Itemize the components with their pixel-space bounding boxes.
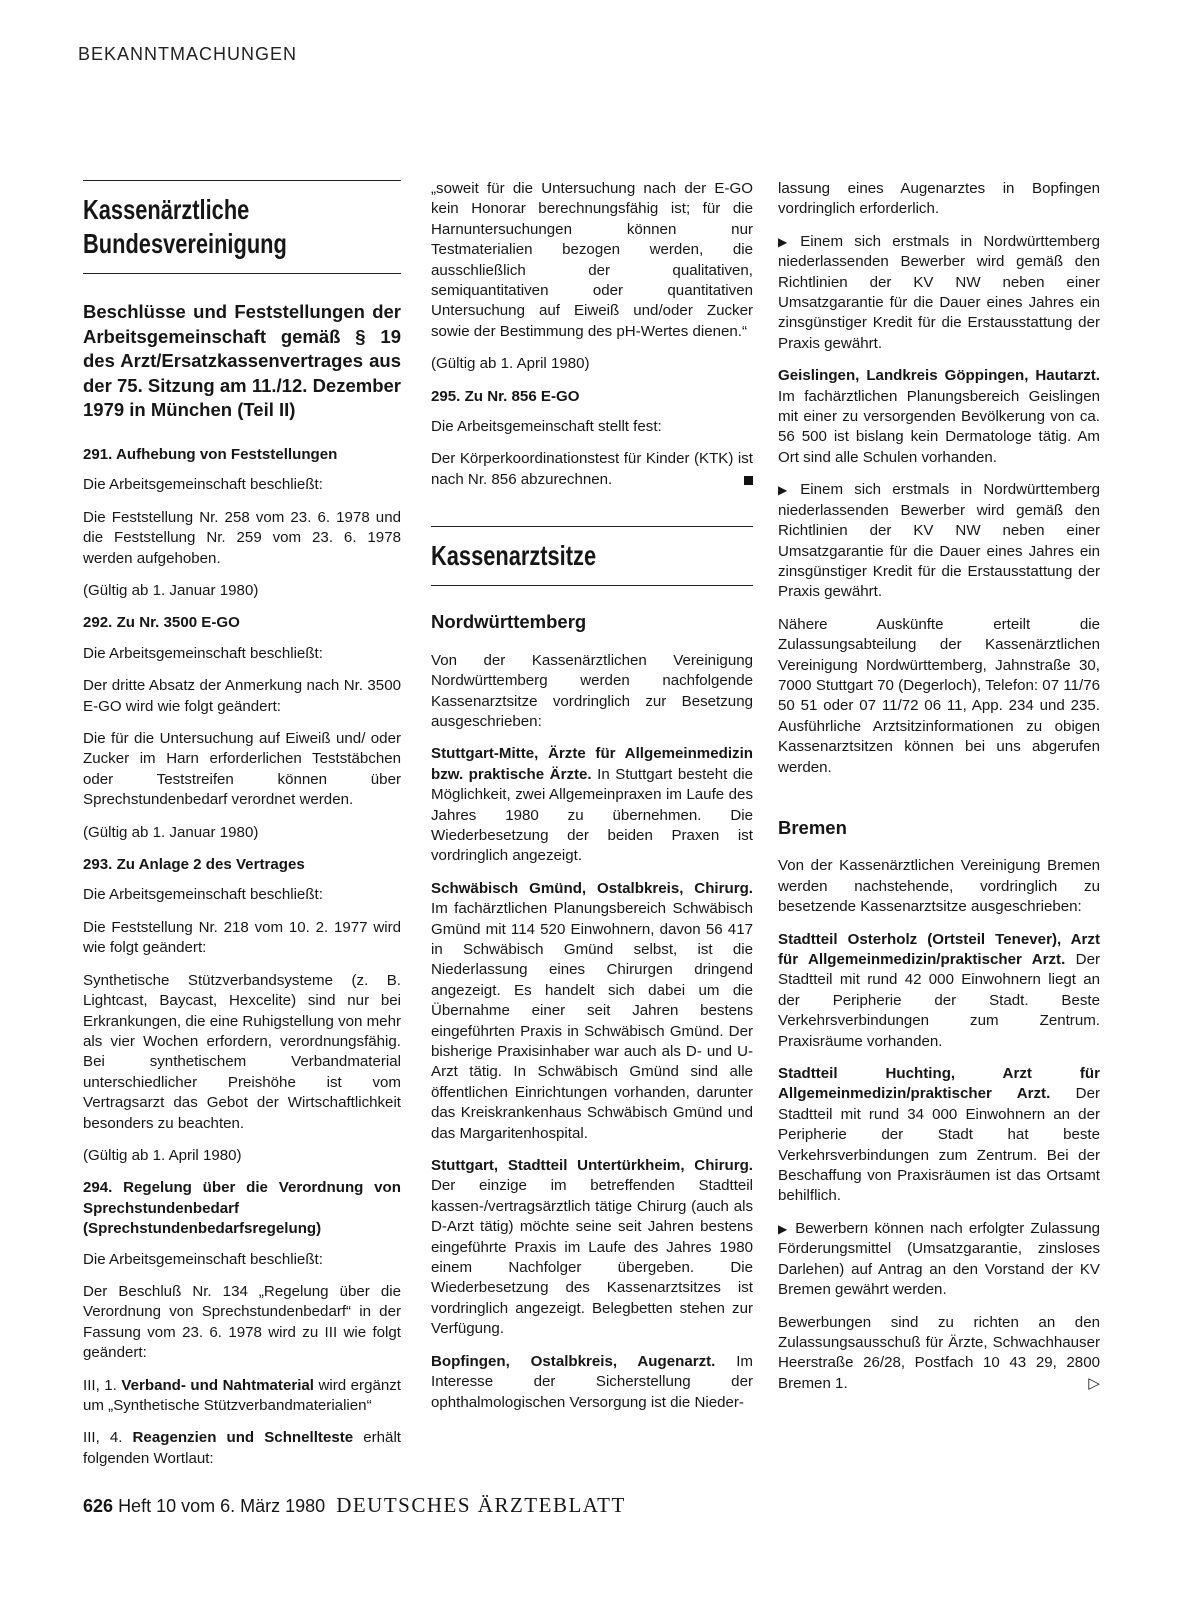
listing-text: Im fachärztlichen Planungsbereich Schwäbisch Gmünd mit 114 520 Einwohnern, davon 56 417 in Schwäbisch Gmünd selbst, ist die Niederlassung eines Chirurgen dringend angezeigt. Es handelt sich dabei um die Übernahme einer seit Jahren bestens eingeführten Praxis in Schwäbisch Gmünd. Der bisherige Praxisinhaber war auch als D- und U-Arzt tätig. In Schwäbisch Gmünd sind alle öffentlichen Einrichtungen vorhanden, darunter das Kreiskrankenhaus Schwäbisch Gmünd und das Margaritenhospital. bbox=[431, 900, 753, 1142]
section-292-heading: 292. Zu Nr. 3500 E-GO bbox=[83, 614, 240, 632]
listing bbox=[778, 1064, 1100, 1207]
section-294-heading: 294. Regelung über die Verordnung von Sprechstundenbedarf (Sprechstundenbedarfsregelung) bbox=[83, 1179, 401, 1238]
text: III, 1. bbox=[83, 1376, 122, 1394]
column-1 bbox=[83, 180, 401, 1481]
continued-arrow-icon: ▷ bbox=[1088, 1374, 1100, 1392]
bold-term: Reagenzien und Schnellteste bbox=[132, 1429, 354, 1447]
column-3 bbox=[778, 179, 1100, 1406]
listing-title: Schwäbisch Gmünd, Ostalbkreis, Chirurg. bbox=[431, 879, 753, 897]
listing-text: Der Stadtteil mit rund 34 000 Einwohnern an der Peripherie der Stadt hat beste Verkehrsverbindungen zum Zentrum. Bei der Beschaffung von Praxisräumen ist das Ortsamt behilflich. bbox=[778, 1085, 1100, 1205]
paragraph bbox=[778, 232, 1100, 354]
end-mark-icon bbox=[744, 476, 753, 485]
listing bbox=[431, 744, 753, 866]
paragraph bbox=[778, 1219, 1100, 1301]
paragraph: Die Arbeitsgemeinschaft beschließt: bbox=[83, 476, 323, 494]
listing-title: Geislingen, Landkreis Göppingen, Hautarzt. bbox=[778, 367, 1100, 385]
paragraph: Die Arbeitsgemeinschaft beschließt: bbox=[83, 886, 323, 904]
listing-text: Im Interesse der Sicherstellung der ophthalmologischen Versorgung ist die Nieder- bbox=[431, 1352, 753, 1411]
paragraph bbox=[431, 449, 753, 490]
listing-text: Der einzige im betreffenden Stadtteil kassen-/vertragsärztlich tätige Chirurg (auch als D-Arzt tätig) möchte seine seit Jahren bestens eingeführte Praxis im Laufe des Jahres 1980 einem Nachfolger übergeben. Die Wiederbesetzung des Kassenarztsitzes ist vordringlich angezeigt. Belegbetten stehen zur Verfügung. bbox=[431, 1177, 753, 1338]
section-293-heading: 293. Zu Anlage 2 des Vertrages bbox=[83, 856, 305, 874]
region-heading: Nordwürttemberg bbox=[431, 611, 587, 633]
paragraph: Die Arbeitsgemeinschaft beschließt: bbox=[83, 1250, 323, 1268]
listing bbox=[778, 366, 1100, 468]
listing bbox=[431, 1352, 753, 1413]
listing-title: Stadtteil Osterholz (Ortsteil Tenever), Arzt für Allgemeinmedizin/praktischer Arzt. bbox=[778, 930, 1100, 968]
listing bbox=[431, 1156, 753, 1340]
page-number: 626 bbox=[83, 1496, 114, 1516]
paragraph: Die Arbeitsgemeinschaft stellt fest: bbox=[431, 418, 662, 436]
section-295-heading: 295. Zu Nr. 856 E-GO bbox=[431, 387, 580, 405]
listing-title: Bopfingen, Ostalbkreis, Augenarzt. bbox=[431, 1352, 716, 1370]
paragraph: Nähere Auskünfte erteilt die Zulassungsabteilung der Kassenärztlichen Vereinigung Nordwürttemberg, Jahnstraße 30, 7000 Stuttgart 70 (Degerloch), Telefon: 07 11/76 50 51 oder 07 11/72 06 11, App. 234 und 235. Ausführliche Arztsitzinformationen zu obigen Kassenarztsitzen können bei uns abgerufen werden. bbox=[778, 615, 1100, 776]
listing-text: Im fachärztlichen Planungsbereich Geislingen mit einer zu versorgenden Bevölkerung von ca. 56 500 ist bislang kein Dermatologe tätig. Am Ort sind alle Schulen vorhanden. bbox=[778, 387, 1100, 466]
text: Einem sich erstmals in Nordwürttemberg niederlassenden Bewerber wird gemäß den Richtlinien der KV NW neben einer Umsatzgarantie für die Dauer eines Jahres ein zinsgünstiger Kredit für die Erstausstattung der Praxis gewährt. bbox=[778, 232, 1100, 352]
paragraph: (Gültig ab 1. Januar 1980) bbox=[83, 582, 259, 599]
text: III, 4. bbox=[83, 1429, 133, 1447]
paragraph: Der dritte Absatz der Anmerkung nach Nr. 3500 E-GO wird wie folgt geändert: bbox=[83, 677, 401, 715]
paragraph: (Gültig ab 1. April 1980) bbox=[83, 1146, 242, 1164]
text: Bewerbungen sind zu richten an den Zulassungsausschuß für Ärzte, Schwachhauser Heerstraße 26/28, Postfach 10 43 29, 2800 Bremen 1. bbox=[778, 1313, 1100, 1392]
paragraph: Von der Kassenärztlichen Vereinigung Bremen werden nachstehende, vordringlich zu besetzende Kassenarztsitze ausgeschrieben: bbox=[778, 857, 1100, 916]
listing-title: Stuttgart-Mitte, Ärzte für Allgemeinmedizin bzw. praktische Ärzte. bbox=[431, 745, 753, 783]
paragraph bbox=[778, 1313, 1100, 1395]
paragraph bbox=[83, 1376, 401, 1417]
listing bbox=[778, 930, 1100, 1052]
text: Bewerbern können nach erfolgter Zulassung Förderungsmittel (Umsatzgarantie, zinsloses Darlehen) auf Antrag an den Vorstand der KV Bremen gewährt werden. bbox=[778, 1219, 1101, 1299]
paragraph: Die Feststellung Nr. 258 vom 23. 6. 1978 und die Feststellung Nr. 259 vom 23. 6. 1978 werden aufgehoben. bbox=[83, 508, 401, 567]
paragraph: Die für die Untersuchung auf Eiweiß und/ oder Zucker im Harn erforderlichen Teststäbchen oder Teststreifen können über Sprechstundenbedarf verordnet werden. bbox=[83, 730, 401, 809]
title-rule-bottom bbox=[83, 273, 401, 274]
page-footer bbox=[83, 1493, 626, 1518]
paragraph bbox=[83, 1428, 401, 1469]
paragraph: Synthetische Stützverbandsysteme (z. B. Lightcast, Baycast, Hexcelite) sind nur bei Erkrankungen, die eine Ruhigstellung von mehr als vier Wochen erfordern, verordnungsfähig. Bei synthetischem Verbandmaterial unterschiedlicher Preishöhe ist vom Vertragsarzt das Gebot der Wirtschaftlichkeit besonders zu beachten. bbox=[83, 971, 402, 1132]
article-title-line2: Bundesvereinigung bbox=[83, 228, 287, 259]
listing-title: Stadtteil Huchting, Arzt für Allgemeinmedizin/praktischer Arzt. bbox=[778, 1065, 1100, 1103]
column-2 bbox=[431, 179, 753, 1425]
section-291-heading: 291. Aufhebung von Feststellungen bbox=[83, 445, 338, 463]
title-rule-top bbox=[431, 526, 753, 527]
paragraph: Die Arbeitsgemeinschaft beschließt: bbox=[83, 644, 323, 662]
journal-name: DEUTSCHES ÄRZTEBLATT bbox=[336, 1493, 626, 1517]
title-rule-top bbox=[83, 180, 401, 181]
paragraph bbox=[778, 480, 1100, 602]
paragraph: Der Beschluß Nr. 134 „Regelung über die Verordnung von Sprechstundenbedarf“ in der Fassung vom 23. 6. 1978 wird zu III wie folgt geändert: bbox=[83, 1282, 401, 1362]
issue-info: Heft 10 vom 6. März 1980 bbox=[118, 1496, 326, 1516]
text: Einem sich erstmals in Nordwürttemberg niederlassenden Bewerber wird gemäß den Richtlinien der KV NW neben einer Umsatzgarantie für die Dauer eines Jahres ein zinsgünstiger Kredit für die Erstausstattung der Praxis gewährt. bbox=[778, 481, 1100, 601]
paragraph: Die Feststellung Nr. 218 vom 10. 2. 1977 wird wie folgt geändert: bbox=[83, 918, 401, 957]
listing-text: In Stuttgart besteht die Möglichkeit, zwei Allgemeinpraxen im Laufe des Jahres 1980 zu übernehmen. Die Wiederbesetzung der beiden Praxen ist vordringlich angezeigt. bbox=[431, 765, 753, 865]
triangle-bullet-icon: ▶ bbox=[778, 234, 795, 249]
listing bbox=[431, 879, 753, 1144]
section-label: BEKANNTMACHUNGEN bbox=[78, 44, 298, 64]
text: wird ergänzt um „Synthetische Stützverbandmaterialien“ bbox=[83, 1376, 401, 1414]
region-heading: Bremen bbox=[778, 816, 847, 838]
paragraph: (Gültig ab 1. Januar 1980) bbox=[83, 823, 259, 841]
listing-text: Der Stadtteil mit rund 42 000 Einwohnern liegt an der Peripherie der Stadt. Beste Verkehrsverbindungen zum Zentrum. Praxisräume vorhanden. bbox=[778, 951, 1100, 1050]
text: Der Körperkoordinationstest für Kinder (KTK) ist nach Nr. 856 abzurechnen. bbox=[431, 450, 753, 488]
triangle-bullet-icon: ▶ bbox=[778, 1221, 790, 1236]
article-title: Kassenarztsitze bbox=[431, 540, 597, 572]
paragraph: Von der Kassenärztlichen Vereinigung Nordwürttemberg werden nachfolgende Kassenarztsitze vordringlich zur Besetzung ausgeschrieben: bbox=[431, 651, 753, 730]
article-title-line1: Kassenärztliche bbox=[83, 194, 250, 225]
title-rule-bottom bbox=[431, 585, 753, 586]
listing-title: Stuttgart, Stadtteil Untertürkheim, Chirurg. bbox=[431, 1157, 753, 1175]
paragraph: „soweit für die Untersuchung nach der E-GO kein Honorar berechnungsfähig ist; für die Harnuntersuchungen können nur Testmaterialien bezogen werden, die ausschließlich der qualitativen, semiquantitativen oder quantitativen Untersuchung auf Eiweiß und/oder Zucker sowie der Bestimmung des pH-Wertes dienen.“ bbox=[431, 180, 753, 340]
paragraph: lassung eines Augenarztes in Bopfingen vordringlich erforderlich. bbox=[778, 180, 1100, 218]
article-lead: Beschlüsse und Feststellungen der Arbeitsgemeinschaft gemäß § 19 des Arzt/Ersatzkassenvertrages aus der 75. Sitzung am 11./12. Dezember 1979 in München (Teil II) bbox=[83, 301, 401, 421]
triangle-bullet-icon: ▶ bbox=[778, 483, 795, 498]
bold-term: Verband- und Nahtmaterial bbox=[121, 1376, 314, 1394]
paragraph: (Gültig ab 1. April 1980) bbox=[431, 355, 590, 373]
text: erhält folgenden Wortlaut: bbox=[83, 1429, 401, 1467]
